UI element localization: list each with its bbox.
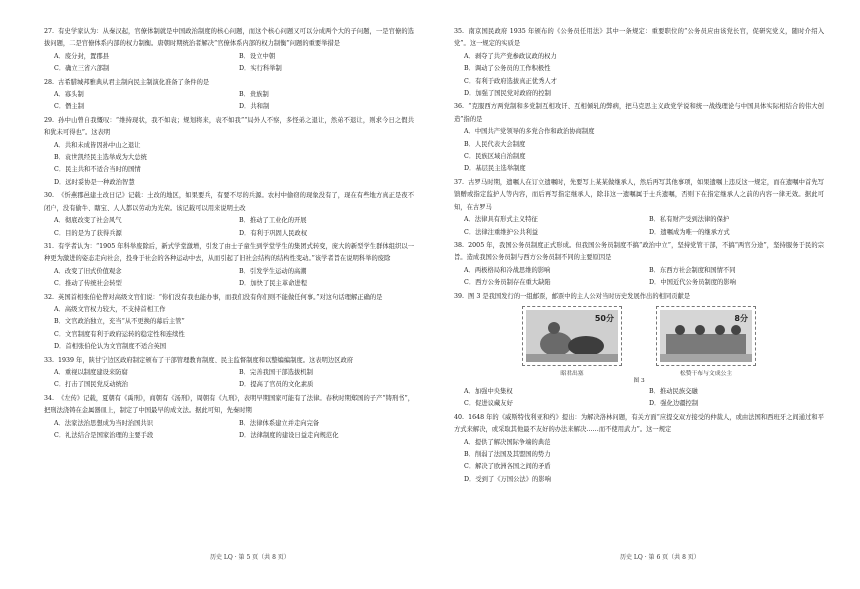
answer-option: D．遗嘱成为唯一的继承方式 [649, 228, 730, 236]
answer-options [44, 367, 414, 392]
question-text: 英国首相张伯伦曾对高级文官们说：“你们没有我也能办事，而我们没有你们则不能做任何事。”对这句话理解正确的是 [58, 293, 383, 301]
question-stem [44, 77, 414, 89]
question-text: 南京国民政府 1935 年颁布的《公务员任用法》其中一条规定：重要职位的“公务员应由该党长官，促研究党义，随时介绍入党”。这一规定的实质是 [454, 28, 824, 48]
answer-options [44, 89, 414, 114]
answer-option: A．改变了旧式价值观念 [54, 267, 122, 275]
answer-option: B．人民代表大会制度 [464, 140, 526, 148]
question-29 [44, 115, 414, 189]
answer-option: D．加强了国民党对政府的控制 [464, 90, 551, 98]
question-text: 孙中山曾自我慨叹：“维持现状，我不如袁；规划将来，袁不如我”“局外人不察，多怪弟之退让，然弟不退让，则求今日之假共和犹未可得也”。这表明 [44, 116, 414, 137]
answer-option: C．促进议藏友好 [464, 400, 513, 408]
answer-options [44, 418, 414, 443]
answer-options [44, 266, 414, 291]
answer-option: A．彻底改变了社会风气 [54, 217, 122, 225]
question-number: 34. [44, 394, 55, 402]
question-stem [454, 291, 824, 303]
question-37 [454, 177, 824, 239]
answer-options [454, 51, 824, 101]
question-28 [44, 77, 414, 114]
answer-options [44, 304, 414, 354]
answer-option: A．寡头制 [54, 91, 84, 99]
answer-option: C．打击了国民党反动统治 [54, 381, 129, 389]
answer-option: D．有利于巩固人民政权 [239, 229, 308, 237]
question-stem [454, 101, 824, 126]
answer-option: C．解决了欧洲各国之间的矛盾 [464, 463, 551, 471]
page-footer-left: 历史 LQ · 第 5 页（共 8 页） [210, 554, 290, 561]
question-32 [44, 292, 414, 354]
question-stem [44, 355, 414, 367]
question-31 [44, 241, 414, 291]
answer-options [44, 215, 414, 240]
answer-option: D．共和制 [239, 103, 270, 111]
answer-option: C．目的是为了获得兵源 [54, 229, 122, 237]
question-number: 29. [44, 116, 55, 124]
question-34 [44, 393, 414, 443]
answer-option: C．文官制度有利于政府运转的稳定性和连续性 [54, 330, 185, 338]
answer-option: D．提高了官员的文化素质 [239, 381, 314, 389]
answer-option: B．私有财产受到法律的保护 [649, 216, 730, 224]
answer-option: A．废分封，置郡县 [54, 52, 109, 60]
question-stem [44, 292, 414, 304]
question-number: 31. [44, 242, 55, 250]
answer-options [454, 214, 824, 239]
question-38 [454, 240, 824, 290]
answer-options [454, 265, 824, 290]
question-text: 有史学家认为：从秦汉起，官僚体制就是中国政治制度的核心问题，而这个核心问题又可以分成两个大的子问题，一是官僚的选拔问题，二是官僚体系内部的权力制衡。唐朝时期统治者解决“官僚体系内部的权力制衡”问题的重要举措是 [44, 28, 414, 48]
answer-option: C．确立三省六部制 [54, 65, 110, 73]
answer-option: B．调动了公务员的工作积极性 [464, 65, 551, 73]
answer-option: D．法律制度的建设日益走向规范化 [239, 432, 339, 439]
stamp-image [656, 306, 756, 366]
question-number: 30. [44, 192, 55, 200]
question-30 [44, 190, 414, 240]
answer-option: D．首相张伯伦认为文官制度不适合英国 [54, 343, 167, 351]
answer-option: A．加强中央集权 [464, 387, 513, 395]
answer-option: A．法家法治思想成为当时治国共识 [54, 419, 154, 427]
question-number: 38. [454, 241, 465, 249]
question-text: 《左传》记载，夏朝有《禹刑》，商朝有《汤刑》，周朝有《九刑》，表明早期国家可能有了法律。春秋时期郑国的子产“铸刑书”，把刑法浇铸在金属器皿上，制定了中国最早的成文法。据此可知，先秦时期 [44, 394, 414, 415]
answer-option: D．强化边疆控制 [649, 400, 699, 408]
question-stem [44, 393, 414, 418]
question-40 [454, 412, 824, 486]
answer-option: B．东西方社会制度和国情不同 [649, 266, 736, 274]
answer-option: C．僭主制 [54, 103, 85, 111]
stamp-caption: 昭君出塞 [560, 370, 584, 377]
question-39 [454, 291, 824, 411]
answer-option: C．法律注重维护公共利益 [464, 228, 539, 236]
question-stem [454, 240, 824, 265]
question-36 [454, 101, 824, 175]
figure-label: 图 3 [633, 377, 645, 384]
answer-option: D．加快了民主革命进程 [239, 280, 308, 288]
answer-option: C．礼法结合是国家治理的主要手段 [54, 432, 154, 439]
answer-option: A．中国共产党领导的多党合作和政治协商制度 [464, 128, 595, 136]
answer-option: B．完善我国干部选拔机制 [239, 368, 313, 376]
question-text: “克服西方两党制和多党制互相攻讦、互相倾轧的弊病，把马克思主义政党学说和统一战线理论与中国具体实际相结合的伟大创造”指的是 [454, 103, 824, 123]
answer-option: A．共和未成皆因孙中山之退让 [54, 141, 141, 149]
question-text: 1648 年的《威斯特伐利亚和约》提出：为解决洛林问题，有关方面“应提交双方接受的仲裁人，或由法国和西班牙之间通过和平方式来解决，或采取其他最不友好的办法来解决……而不使用武力”。这一规定 [454, 413, 824, 434]
answer-option: B．推动了工业化的开展 [239, 217, 307, 225]
question-text: 《忻燕郡邑建土改日记》记载：土改的地区，如果要兵，有要不尽的兵源。农村中偷窃的现象没有了，现在有些地方真正是夜不闭户，没有偷牛、瞎宝、人人都以劳动为光荣。该记载可以用来说明土改 [44, 192, 414, 212]
answer-option: B．袁世凯经民主选举成为大总统 [54, 154, 147, 162]
answer-option: A．法律具有形式主义特征 [464, 216, 538, 224]
stamp-item [656, 306, 756, 377]
question-number: 27. [44, 28, 55, 35]
answer-option: C．西方公务员制存在重大缺陷 [464, 279, 551, 287]
right-exam-page [454, 26, 824, 487]
question-stem [44, 115, 414, 140]
question-text: 有学者认为：“1905 年科举废除后，新式学堂激增，引发了由士子童生到学堂学生的集团式转变，庞大的新型学生群体组织以一种更为激进的姿态走向社会，投身于社会的各种运动中去，从而引起了旧社会结构的结构性变动。”该学者旨在说明科举的废除 [44, 242, 414, 263]
answer-option: A．剥夺了共产党参政议政的权力 [464, 52, 557, 60]
question-stem [454, 412, 824, 437]
answer-option: C．推动了传统社会转型 [54, 280, 122, 288]
question-number: 28. [44, 78, 55, 86]
answer-option: A．高级文官权力较大，不支持首相工作 [54, 305, 166, 313]
answer-option: D．基层民主选举制度 [464, 165, 526, 173]
question-number: 35. [454, 28, 465, 35]
stamp-image [522, 306, 622, 366]
stamp-denomination: 8分 [734, 313, 748, 323]
question-number: 36. [454, 103, 465, 111]
answer-option: D．实行科举制 [239, 65, 282, 73]
answer-option: C．民族区域自治制度 [464, 153, 526, 161]
answer-option: B．设立中朝 [239, 52, 276, 60]
answer-options [454, 126, 824, 176]
answer-option: C．有利于政府选拔真正优秀人才 [464, 77, 557, 85]
answer-option: A．提供了解决国际争端的典范 [464, 438, 551, 446]
figure-3-stamps [454, 306, 824, 386]
answer-options [454, 437, 824, 487]
question-text: 古希腊城邦雅典从君主制向民主制演化准备了条件的是 [58, 78, 210, 86]
question-number: 40. [454, 413, 465, 421]
stamp-denomination: 50分 [594, 313, 614, 323]
answer-option: B．法律体系建立并走向完备 [239, 419, 320, 427]
stamp-item [522, 306, 622, 377]
question-stem [44, 26, 414, 51]
answer-option: B．文官政治独立，充当“从不更换的幕后主管” [54, 318, 185, 326]
answer-option: D．受到了《万国公法》的影响 [464, 475, 551, 483]
question-33 [44, 355, 414, 392]
question-stem [44, 241, 414, 266]
page-footer-right: 历史 LQ · 第 6 页（共 8 页） [620, 554, 700, 561]
question-text: 古罗马时期，遗嘱人在订立遗嘱时，先要写上某某做继承人，然后再写其他事项，如果遗嘱上违反这一规定，而在遗嘱中首先写馈赠或指定监护人等内容，而后再写指定继承人，除非这一遗嘱属于士兵遗嘱，否则下在指定继承人之前的内容一律无效。据此可知，在古罗马 [454, 178, 824, 211]
question-number: 33. [44, 356, 55, 364]
question-number: 39. [454, 292, 465, 300]
question-35 [454, 26, 824, 100]
question-27 [44, 26, 414, 76]
answer-option: B．削弱了法国及其盟国的势力 [464, 450, 551, 458]
stamp-caption: 松赞干布与文成公主 [679, 370, 733, 377]
question-number: 32. [44, 293, 55, 301]
question-stem [44, 190, 414, 215]
answer-option: D．中国近代公务员制度的影响 [649, 279, 736, 287]
question-number: 37. [454, 178, 465, 186]
answer-option: B．引发学生运动的高潮 [239, 267, 307, 275]
answer-options [454, 386, 824, 411]
answer-option: A．重视以制度建设来防腐 [54, 368, 128, 376]
question-text: 2005 年，我国公务员制度正式形成。但我国公务员制度不搞“政治中立”，坚持党管干部，不搞“两官分途”，坚持服务于民的宗旨。造成我国公务员制与西方公务员制不同的主要原因是 [454, 241, 825, 262]
question-text: 图 3 是我国发行的一组邮票，邮票中的主人公对当时历史发展作出的相同贡献是 [468, 292, 691, 300]
answer-option: D．远时妥协是一种政治智慧 [54, 178, 135, 186]
answer-option: A．两极格局和冷战思维的影响 [464, 266, 551, 274]
answer-options [44, 140, 414, 190]
question-stem [454, 26, 824, 51]
answer-option: B．贵族制 [239, 91, 269, 99]
left-exam-page [44, 26, 414, 443]
answer-option: C．民主共和不适合当时的国情 [54, 166, 141, 174]
question-text: 1939 年，陕甘宁边区政府制定颁布了干部管理教育制度、民主监督制度和以整编编制度。这表明边区政府 [58, 356, 354, 364]
question-stem [454, 177, 824, 214]
answer-option: B．推动民族交融 [649, 387, 698, 395]
answer-options [44, 51, 414, 76]
